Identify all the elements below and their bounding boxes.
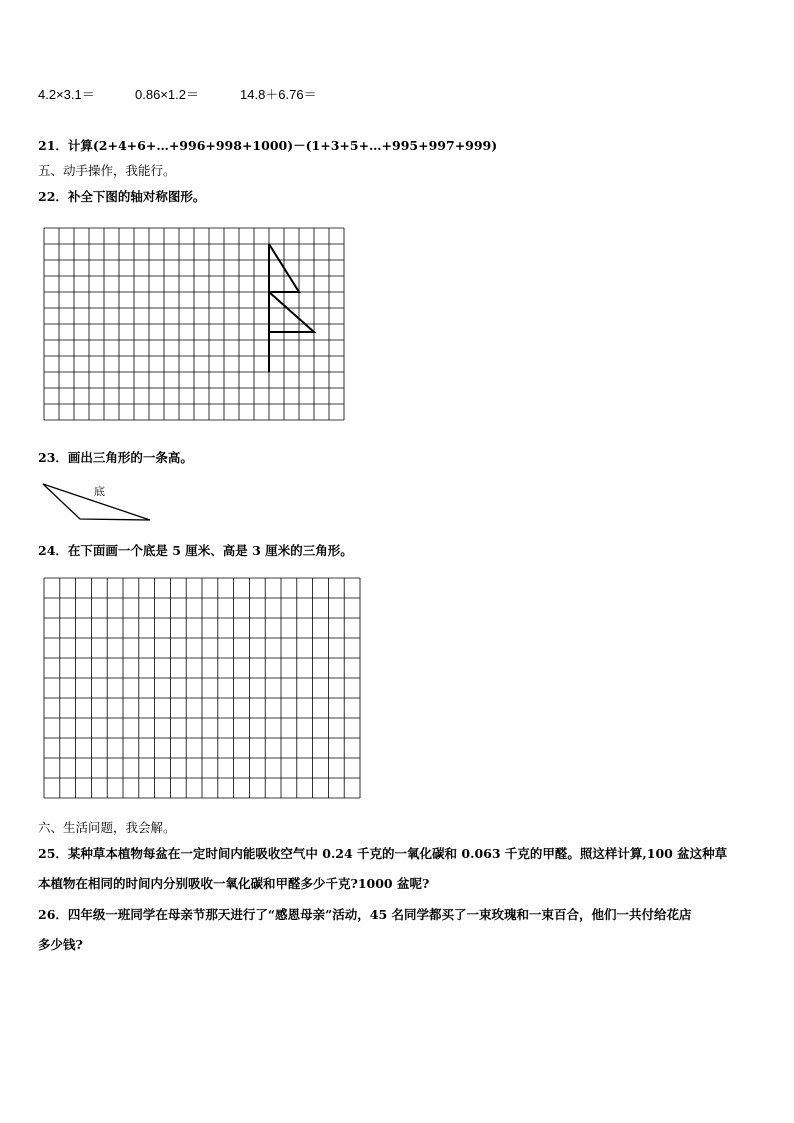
section-5-heading: 五、动手操作，我能行。 xyxy=(38,163,176,178)
section-6-heading: 六、生活问题，我会解。 xyxy=(38,820,176,835)
triangle-base-label: 底 xyxy=(94,485,105,498)
question-22: 22．补全下图的轴对称图形。 xyxy=(38,189,206,204)
triangle-figure xyxy=(40,478,160,526)
symmetry-grid xyxy=(43,227,345,423)
question-21: 21．计算(2+4+6+…+996+998+1000)－(1+3+5+…+995+997+999) xyxy=(38,138,498,153)
drawing-grid-svg xyxy=(43,577,363,801)
question-26-line-2: 多少钱? xyxy=(38,937,83,952)
question-25-line-1: 25．某种草本植物每盆在一定时间内能吸收空气中 0.24 千克的一氧化碳和 0.063 千克的甲醛。照这样计算,100 盆这种草 xyxy=(38,846,728,861)
calculation-2: 0.86×1.2＝ xyxy=(135,87,199,102)
calculation-1: 4.2×3.1＝ xyxy=(38,87,95,102)
question-25-line-2: 本植物在相同的时间内分别吸收一氧化碳和甲醛多少千克?1000 盆呢? xyxy=(38,876,430,891)
question-24: 24．在下面画一个底是 5 厘米、高是 3 厘米的三角形。 xyxy=(38,543,353,558)
calculation-3: 14.8＋6.76＝ xyxy=(240,87,317,102)
question-26-line-1: 26．四年级一班同学在母亲节那天进行了“感恩母亲”活动，45 名同学都买了一束玫瑰和一束百合，他们一共付给花店 xyxy=(38,907,692,922)
triangle-svg xyxy=(40,478,160,526)
drawing-grid xyxy=(43,577,363,801)
question-23: 23．画出三角形的一条高。 xyxy=(38,450,193,465)
symmetry-grid-svg xyxy=(43,227,345,423)
